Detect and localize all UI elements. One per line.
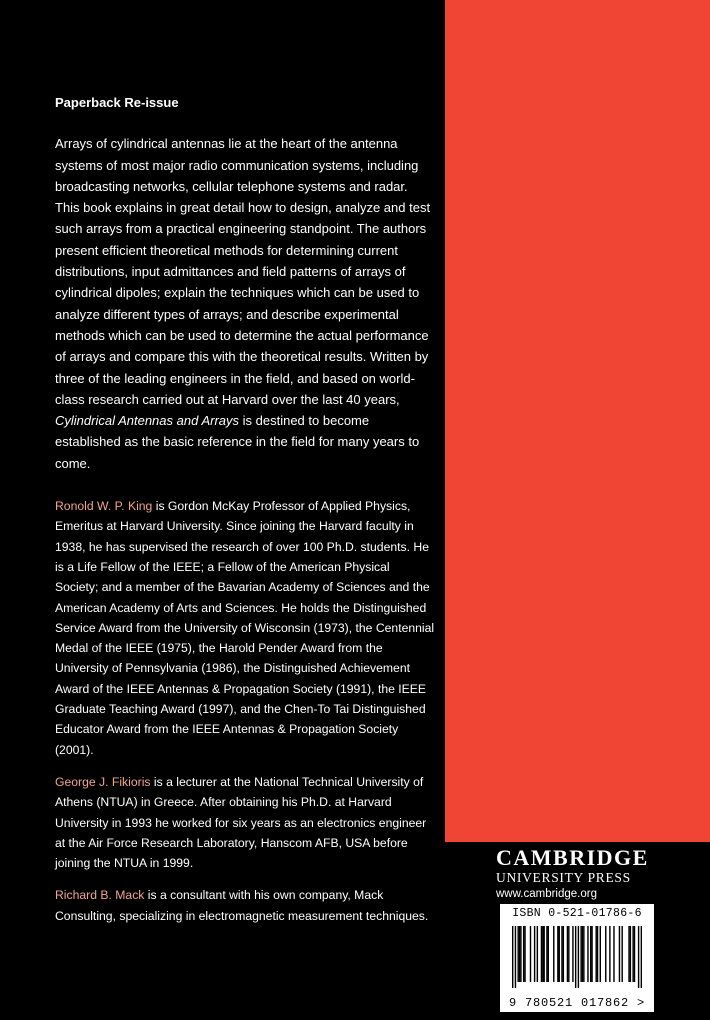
back-cover-text [55,92,435,938]
barcode-bar [632,926,633,982]
barcode-bar [530,926,531,982]
author-name: Richard B. Mack [55,888,145,903]
publisher-logo [496,846,666,902]
publisher-subtitle: UNIVERSITY PRESS [496,870,631,885]
barcode-bar [553,926,554,982]
barcode-bar [609,926,610,982]
barcode-bar [541,926,542,982]
barcode-bar [595,926,596,982]
author-bio-fikioris [55,772,435,873]
barcode-bar [517,926,518,982]
barcode-bar [534,926,535,982]
barcode-bar [597,926,598,982]
reissue-heading: Paperback Re-issue [55,95,179,110]
barcode-bar [621,926,622,982]
barcode-bar [575,926,576,988]
barcode-bar [641,926,642,988]
barcode-bar [568,926,569,982]
red-color-panel [445,0,710,842]
barcode-bar [559,926,560,982]
ean-digits: 9 780521 017862 > [508,996,646,1010]
barcode-bar [600,926,601,982]
barcode-bar [605,926,606,982]
author-bio-king [55,496,435,760]
barcode-bar [634,926,635,982]
barcode-bar [537,926,538,982]
barcode-bar [613,926,614,982]
author-bio-mack [55,885,435,926]
barcode-bar [567,926,568,982]
barcode-bar [572,926,573,982]
book-title-italic: Cylindrical Antennas and Arrays [55,413,240,429]
barcode-bar [524,926,525,982]
book-description [55,133,435,474]
description-text: Arrays of cylindrical antennas lie at the heart of the antenna systems of most major radio communication systems, including broadcasting networks, cellular telephone systems and radar. This book explains in great detail how to design, analyze and test such arrays from a practical engineering standpoint. The authors present efficient theoretical methods for determining current distributions, input admittances and field patterns of arrays of cylindrical dipoles; explain the techniques which can be used to analyze different types of arrays; and describe experimental methods which can be used to determine the actual performance of arrays and compare this with the theoretical results. Written by three of the leading engineers in the field, and based on world-class research carried out at Harvard over the last 40 years, [55,136,431,407]
barcode-bar [563,926,564,982]
barcode-bar [561,926,562,982]
barcode-bar [557,926,558,982]
barcode-bar [638,926,639,988]
barcode-box [500,904,654,1012]
barcode-bar [515,926,516,988]
barcode-bar [591,926,592,982]
barcode-bar [542,926,543,982]
barcode-bar [512,926,513,988]
description-text-end: is destined to become established as the basic reference in the field for many years to come. [55,413,420,471]
barcode-bar [628,926,629,982]
publisher-name: CAMBRIDGE [496,845,649,870]
barcode-bar [546,926,547,982]
barcode-bar [580,926,581,982]
author-name: Ronold W. P. King [55,499,153,514]
barcode-bar [619,926,620,982]
author-bio-text: is a lecturer at the National Technical University of Athens (NTUA) in Greece. After obtaining his Ph.D. at Harvard University in 1993 he worked for six years as an electronics engineer at the Air Force Research Laboratory, Hanscom AFB, USA before joining the NTUA in 1999. [55,774,427,871]
barcode-bar [578,926,579,988]
barcode-bar [519,926,520,982]
barcode-bar [587,926,588,982]
barcode-bars [512,926,642,988]
barcode-bar [583,926,584,982]
isbn-label: ISBN 0-521-01786-6 [512,907,642,920]
barcode-bar [543,926,544,982]
barcode-bar [630,926,631,982]
barcode-bar [590,926,591,982]
publisher-url: www.cambridge.org [496,888,597,900]
barcode-bar [582,926,583,982]
author-bio-text: is Gordon McKay Professor of Applied Physics, Emeritus at Harvard University. Since joining the Harvard faculty in 1938, he has supervised the research of over 100 Ph.D. students. He is a Life Fellow of the IEEE; a Fellow of the American Physical Society; and a member of the Bavarian Academy of Sciences and the American Academy of Arts and Sciences. He holds the Distinguished Service Award from the University of Wisconsin (1973), the Centennial Medal of the IEEE (1975), the Harold Pender Award from the University of Pennsylvania (1986), the Distinguished Achievement Award of the IEEE Antennas & Propagation Society (1991), the IEEE Graduate Teaching Award (1997), and the Chen-To Tai Distinguished Educator Award from the IEEE Antennas & Propagation Society (2001). [55,499,435,757]
author-bio-text: is a consultant with his own company, Mack Consulting, specializing in electromagnetic measurement techniques. [55,888,429,923]
barcode-bar [523,926,524,982]
barcode-bar [548,926,549,982]
author-name: George J. Fikioris [55,774,151,789]
barcode-bar [520,926,521,982]
